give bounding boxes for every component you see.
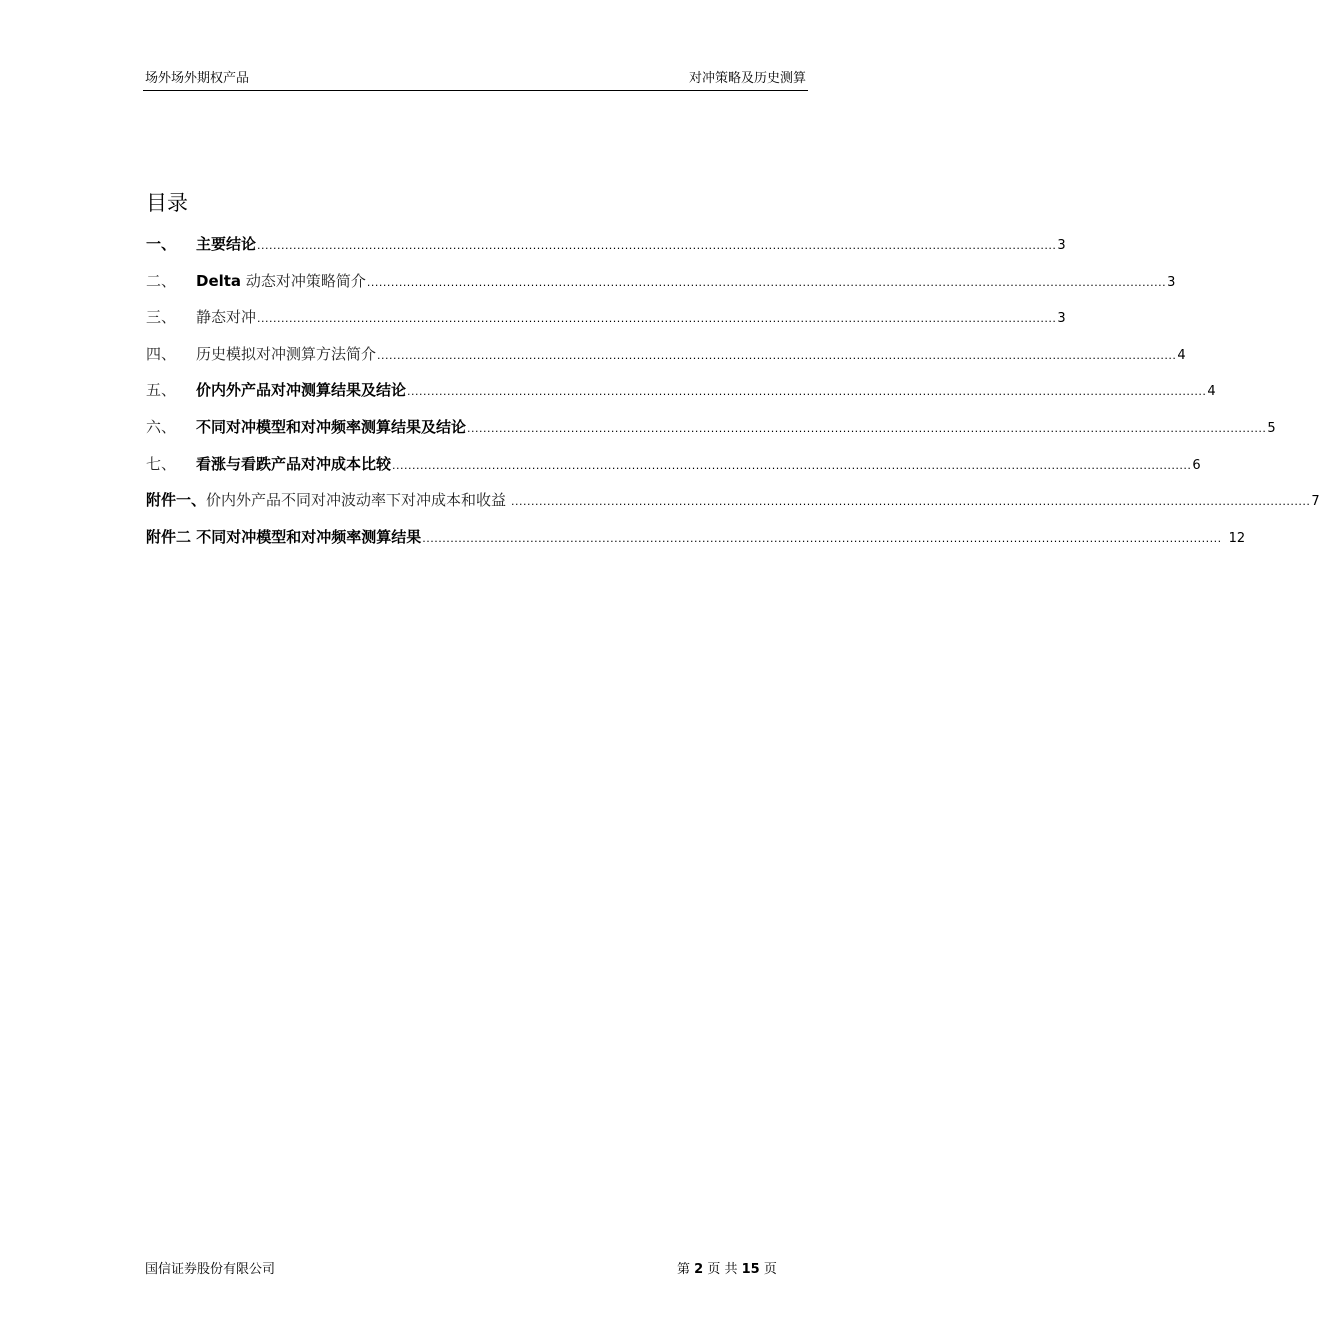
page-header	[143, 70, 808, 91]
toc-entry-number: 七、	[146, 454, 177, 473]
toc-entry-number: 三、	[146, 308, 177, 327]
toc-entry-page: 12	[1228, 530, 1246, 546]
toc-entry-label-prefix: 附件二	[146, 527, 192, 546]
toc-entry-appendix-2[interactable]	[146, 526, 1246, 563]
toc-entry-number: 五、	[146, 381, 177, 400]
toc-entry-label: 价内外产品不同对冲波动率下对冲成本和收益	[206, 491, 507, 510]
toc-entry-page: 4	[1177, 347, 1186, 363]
footer-page-prefix: 第	[677, 1262, 691, 1277]
toc-entry-page: 5	[1267, 420, 1276, 436]
footer-page-current: 2	[694, 1262, 704, 1277]
toc-entry-page: 4	[1207, 384, 1216, 400]
toc-leader-dots: ........................................................................................................................................................................................................	[366, 275, 1167, 289]
toc-entry-page: 7	[1311, 494, 1320, 510]
toc-entry-1[interactable]	[146, 233, 1066, 270]
toc-leader-dots: ........................................................................................................................................................................................................	[257, 312, 1057, 326]
toc-leader-dots: ........................................................................................................................................................................................................	[377, 348, 1177, 362]
toc-leader-dots: ........................................................................................................................................................................................................	[392, 458, 1192, 472]
toc-leader-dots: ........................................................................................................................................................................................................	[422, 531, 1222, 545]
toc-leader-dots: ........................................................................................................................................................................................................	[467, 421, 1267, 435]
footer-page-total: 15	[741, 1262, 760, 1277]
toc-entry-appendix-1[interactable]	[146, 489, 1320, 526]
footer-page-number	[677, 1258, 777, 1277]
header-left-title: 场外场外期权产品	[145, 71, 250, 86]
toc-entry-page: 6	[1192, 457, 1201, 473]
toc-entry-number: 四、	[146, 344, 177, 363]
toc-entry-page: 3	[1057, 311, 1066, 327]
toc-entry-5[interactable]	[146, 379, 1216, 416]
toc-entry-number: 一、	[146, 235, 177, 253]
toc-entry-label: 静态对冲	[196, 308, 257, 327]
toc-entry-label: 价内外产品对冲测算结果及结论	[196, 381, 407, 400]
toc-entry-label-prefix: 附件一、	[146, 491, 207, 510]
toc-entry-label-prefix: Delta	[196, 271, 242, 290]
toc-entry-2[interactable]	[146, 270, 1176, 307]
toc-entry-7[interactable]	[146, 453, 1201, 490]
toc-leader-dots: ........................................................................................................................................................................................................	[507, 495, 1311, 509]
toc-entry-label: 不同对冲模型和对冲频率测算结果及结论	[196, 417, 467, 436]
toc-entry-label: 看涨与看跌产品对冲成本比较	[196, 454, 392, 473]
toc-entry-label: 主要结论	[196, 235, 257, 253]
toc-title: 目录	[146, 191, 188, 215]
toc-entry-6[interactable]	[146, 416, 1276, 453]
toc-entry-number: 六、	[146, 417, 177, 436]
toc-entry-label: 历史模拟对冲测算方法简介	[196, 344, 377, 363]
toc-entry-number: 二、	[146, 271, 177, 290]
footer-page-suffix: 页	[763, 1262, 777, 1277]
toc-entry-label: 动态对冲策略简介	[241, 271, 366, 290]
toc-entry-label: 不同对冲模型和对冲频率测算结果	[191, 527, 422, 546]
header-right-title: 对冲策略及历史测算	[688, 71, 806, 86]
footer-company: 国信证券股份有限公司	[145, 1262, 276, 1277]
toc-leader-dots: ........................................................................................................................................................................................................	[257, 239, 1057, 252]
toc-entry-page: 3	[1057, 238, 1066, 253]
footer-page-mid: 页 共	[707, 1262, 738, 1277]
toc-entry-page: 3	[1167, 274, 1176, 290]
toc-entry-4[interactable]	[146, 343, 1186, 380]
toc-entry-3[interactable]	[146, 306, 1066, 343]
table-of-contents	[146, 233, 1320, 562]
toc-leader-dots: ........................................................................................................................................................................................................	[407, 385, 1207, 399]
